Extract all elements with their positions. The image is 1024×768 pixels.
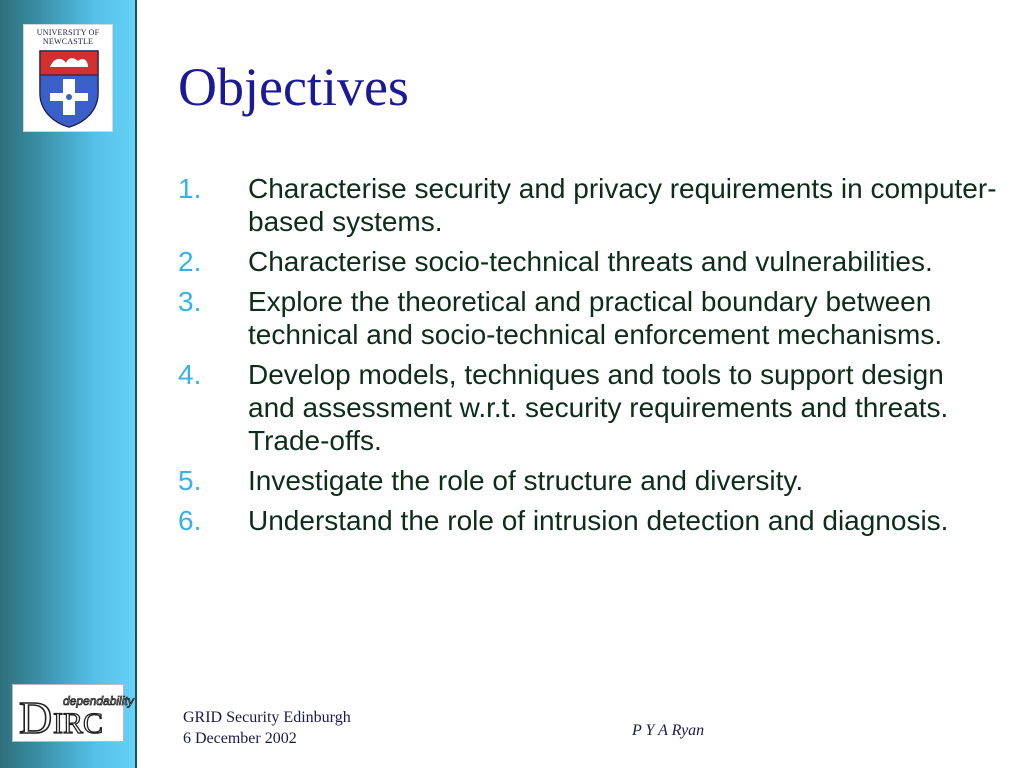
university-logo-text bbox=[24, 28, 112, 46]
university-shield-icon bbox=[38, 49, 100, 129]
list-item-number: 3. bbox=[178, 286, 202, 317]
footer-event: GRID Security Edinburgh bbox=[183, 709, 351, 726]
svg-text:IRC: IRC bbox=[53, 707, 104, 740]
university-logo bbox=[23, 24, 113, 132]
list-item-text: Explore the theoretical and practical boundary between technical and socio-technical enforcement mechanisms. bbox=[248, 286, 943, 350]
footer-author: P Y A Ryan bbox=[632, 722, 705, 739]
slide-title: Objectives bbox=[178, 57, 409, 117]
list-item-number: 5. bbox=[178, 465, 202, 496]
list-item bbox=[178, 285, 998, 351]
dirc-logo-icon bbox=[15, 687, 134, 743]
objectives-list bbox=[178, 172, 998, 544]
list-item-number: 2. bbox=[178, 246, 202, 277]
university-logo-line1: UNIVERSITY OF bbox=[36, 28, 100, 37]
list-item-text: Characterise security and privacy requirements in computer-based systems. bbox=[248, 173, 997, 237]
list-item bbox=[178, 172, 998, 238]
svg-text:dependability: dependability bbox=[63, 694, 134, 708]
sidebar bbox=[0, 0, 137, 768]
list-item bbox=[178, 504, 998, 537]
footer-date: 6 December 2002 bbox=[183, 730, 297, 747]
list-item-number: 1. bbox=[178, 173, 202, 204]
list-item-text: Investigate the role of structure and diversity. bbox=[248, 465, 804, 496]
list-item bbox=[178, 358, 998, 457]
list-item bbox=[178, 464, 998, 497]
list-item bbox=[178, 245, 998, 278]
list-item-text: Understand the role of intrusion detection and diagnosis. bbox=[248, 505, 949, 536]
list-item-number: 6. bbox=[178, 505, 202, 536]
footer-event-info bbox=[183, 707, 351, 749]
svg-text:D: D bbox=[19, 692, 53, 743]
university-logo-line2: NEWCASTLE bbox=[42, 37, 94, 46]
list-item-number: 4. bbox=[178, 359, 202, 390]
list-item-text: Characterise socio-technical threats and vulnerabilities. bbox=[248, 246, 933, 277]
list-item-text: Develop models, techniques and tools to support design and assessment w.r.t. security requirements and threats. Trade-offs. bbox=[248, 359, 949, 456]
dirc-logo bbox=[12, 684, 134, 743]
